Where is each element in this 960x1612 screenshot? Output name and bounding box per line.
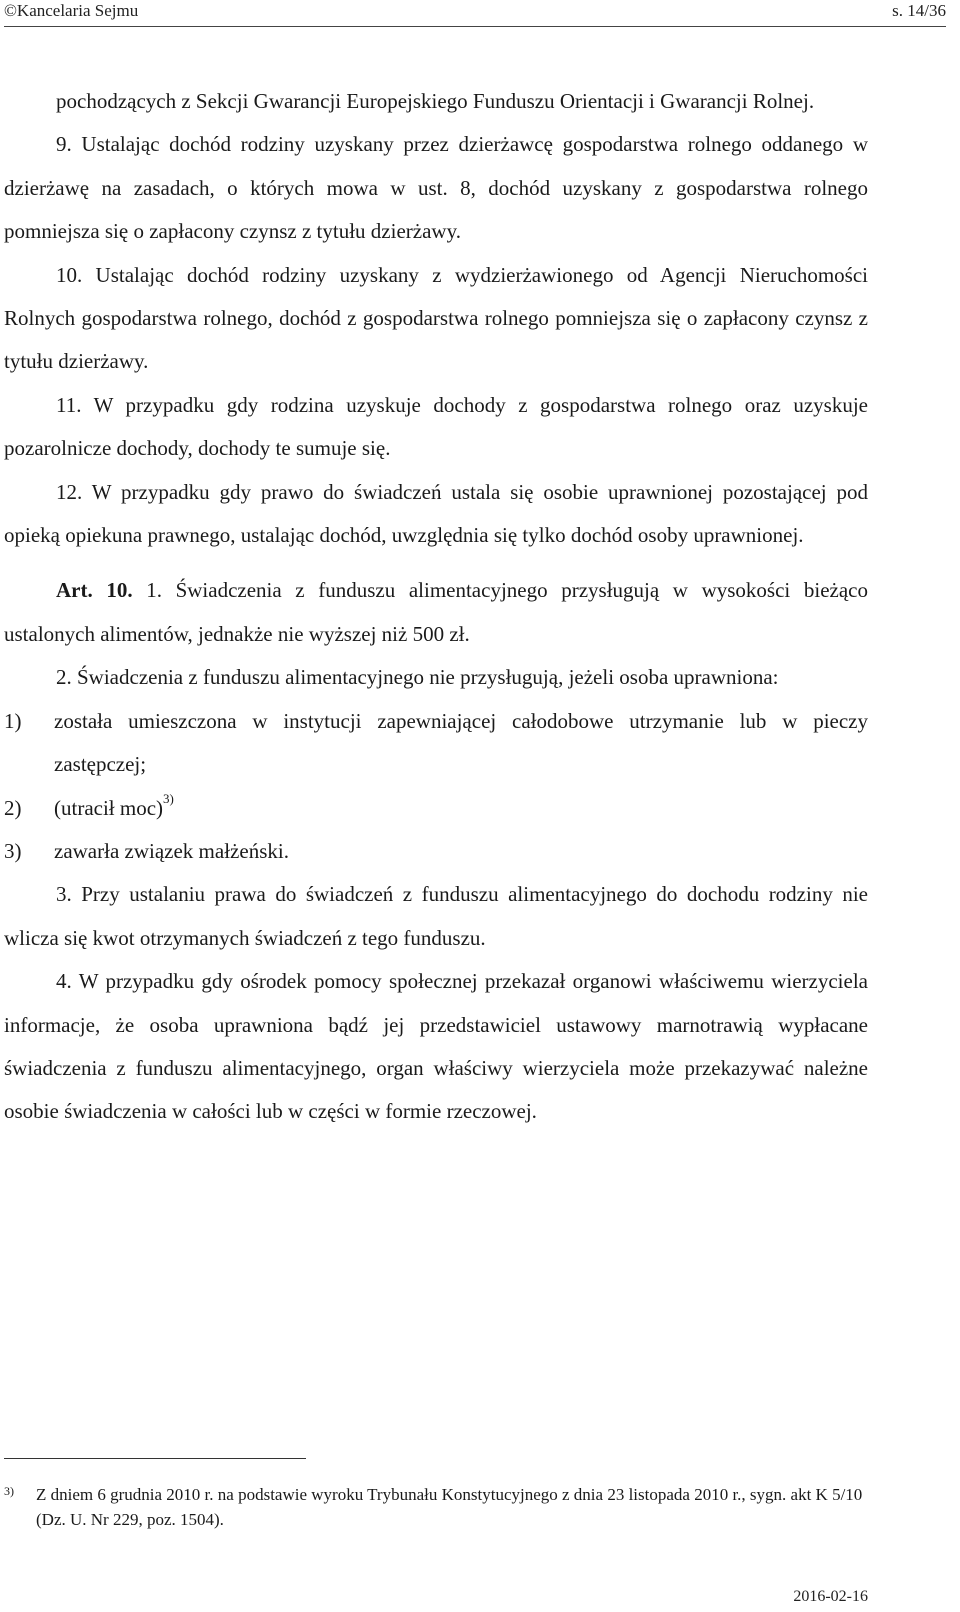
document-body (4, 80, 868, 1134)
copyright-label: ©Kancelaria Sejmu (4, 1, 139, 20)
article-10-para-4: 4. W przypadku gdy ośrodek pomocy społecznej przekazał organowi właściwemu wierzyciela informacje, że osoba uprawniona bądź jej przedstawiciel ustawowy marnotrawią wypłacane świadczenia z funduszu alimentacyjnego, organ właściwy wierzyciela może przekazywać należne osobie świadczenia w całości lub w części w formie rzeczowej. (4, 969, 868, 1124)
paragraph-10: 10. Ustalając dochód rodziny uzyskany z wydzierżawionego od Agencji Nieruchomości Rolnych gospodarstwa rolnego, dochód z gospodarstwa rolnego pomniejsza się o zapłacony czynsz z tytułu dzierżawy. (4, 262, 868, 374)
list-item-number: 2) (4, 795, 22, 820)
footer-date: 2016-02-16 (793, 1588, 868, 1605)
footnote (4, 1482, 868, 1532)
list-item-text-wrap (54, 787, 868, 830)
page-number: s. 14/36 (892, 1, 946, 20)
article-label: Art. 10. (56, 578, 133, 603)
footnote-mark: 3) (4, 1484, 14, 1498)
list-item-number: 3) (4, 838, 22, 863)
paragraph-continuation: pochodzących z Sekcji Gwarancji Europejskiego Funduszu Orientacji i Gwarancji Rolnej. (56, 89, 815, 113)
article-10-para-2: 2. Świadczenia z funduszu alimentacyjnego nie przysługują, jeżeli osoba uprawniona: (56, 665, 779, 690)
list-item-number: 1) (4, 708, 22, 733)
list-item-text: została umieszczona w instytucji zapewniającej całodobowe utrzymanie lub w pieczy zastępczej; (54, 708, 868, 777)
list-item-1 (4, 700, 868, 787)
page-header (4, 0, 946, 27)
paragraph-9: 9. Ustalając dochód rodziny uzyskany przez dzierżawcę gospodarstwa rolnego oddanego w dzierżawę na zasadach, o których mowa w ust. 8, dochód uzyskany z gospodarstwa rolnego pomniejsza się o zapłacony czynsz z tytułu dzierżawy. (4, 132, 868, 244)
footnote-separator (4, 1458, 306, 1459)
list-item-2 (4, 787, 868, 830)
footnote-text: Z dniem 6 grudnia 2010 r. na podstawie wyroku Trybunału Konstytucyjnego z dnia 23 listopada 2010 r., sygn. akt K 5/10 (Dz. U. Nr 229, poz. 1504). (36, 1485, 863, 1529)
paragraph-12: 12. W przypadku gdy prawo do świadczeń ustala się osobie uprawnionej pozostającej pod opieką opiekuna prawnego, ustalając dochód, uwzględnia się tylko dochód osoby uprawnionej. (4, 479, 868, 548)
footnote-reference: 3) (163, 790, 174, 806)
article-10-para-1 (4, 569, 868, 656)
list-item-3 (4, 830, 868, 873)
paragraph-11: 11. W przypadku gdy rodzina uzyskuje dochody z gospodarstwa rolnego oraz uzyskuje pozarolnicze dochody, dochody te sumuje się. (4, 392, 868, 461)
list-item-text: (utracił moc) (54, 795, 164, 820)
list-item-text: zawarła związek małżeński. (54, 838, 289, 863)
article-10-para-1-text: 1. Świadczenia z funduszu alimentacyjnego przysługują w wysokości bieżąco ustalonych alimentów, jednakże nie wyższej niż 500 zł. (4, 578, 868, 646)
article-10-para-3: 3. Przy ustalaniu prawa do świadczeń z funduszu alimentacyjnego do dochodu rodziny nie wlicza się kwot otrzymanych świadczeń z tego funduszu. (4, 882, 868, 950)
